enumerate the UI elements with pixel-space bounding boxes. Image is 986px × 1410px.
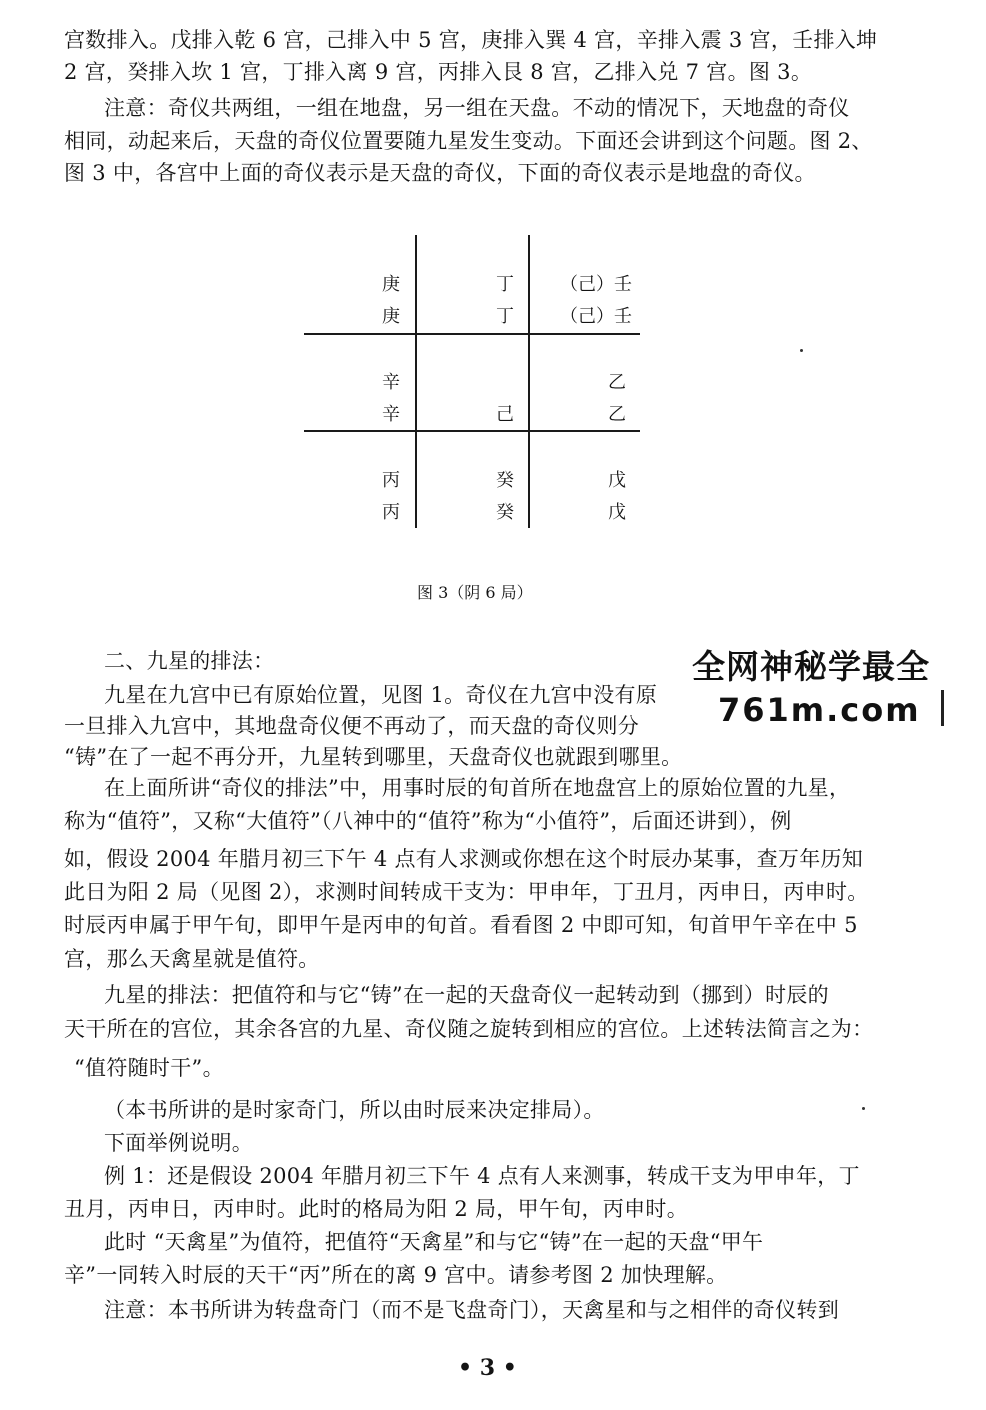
cell-r2c2-earth: 己 [496, 404, 514, 425]
paragraph-line: 九星在九宫中已有原始位置，见图 1。奇仪在九宫中没有原 [104, 683, 658, 707]
cell-r3c1-heaven: 丙 [382, 470, 400, 491]
cell-r3c1-earth: 丙 [382, 502, 400, 523]
paragraph-line: 辛”一同转入时辰的天干“丙”所在的离 9 宫中。请参考图 2 加快理解。 [64, 1263, 728, 1287]
cell-r1c1-earth: 庚 [382, 306, 400, 327]
grid-hline-bottom [304, 430, 640, 432]
cell-r3c2-heaven: 癸 [496, 470, 514, 491]
grid-vline-right [528, 235, 530, 528]
cell-r3c3-heaven: 戊 [608, 470, 626, 491]
watermark-bar [941, 690, 944, 726]
cell-r1c3-earth: （己）壬 [560, 306, 632, 327]
cell-r2c1-heaven: 辛 [382, 372, 400, 393]
cell-r1c2-heaven: 丁 [496, 274, 514, 295]
paragraph-line: 相同，动起来后，天盘的奇仪位置要随九星发生变动。下面还会讲到这个问题。图 2、 [64, 129, 873, 153]
paragraph-line: 此时 “天禽星”为值符，把值符“天禽星”和与它“铸”在一起的天盘“甲午 [104, 1230, 764, 1254]
paragraph-line: 例 1：还是假设 2004 年腊月初三下午 4 点有人来测事，转成干支为甲申年，丁 [104, 1164, 860, 1188]
paragraph-line: “铸”在了一起不再分开，九星转到哪里，天盘奇仪也就跟到哪里。 [64, 745, 683, 769]
page-number: • 3 • [458, 1355, 517, 1381]
paragraph-line: 一旦排入九宫中，其地盘奇仪便不再动了，而天盘的奇仪则分 [64, 714, 640, 738]
cell-r2c3-earth: 乙 [608, 404, 626, 425]
paragraph-line: 九星的排法：把值符和与它“铸”在一起的天盘奇仪一起转动到（挪到）时辰的 [104, 983, 829, 1007]
paragraph-line: 丑月，丙申日，丙申时。此时的格局为阳 2 局，甲午旬，丙申时。 [64, 1197, 689, 1221]
cell-r2c1-earth: 辛 [382, 404, 400, 425]
paragraph-line: 如，假设 2004 年腊月初三下午 4 点有人求测或你想在这个时辰办某事，查万年历知 [64, 847, 864, 871]
grid-vline-left [415, 235, 417, 528]
cell-r1c3-heaven: （己）壬 [560, 274, 632, 295]
paragraph-line: 在上面所讲“奇仪的排法”中，用事时辰的旬首所在地盘宫上的原始位置的九星， [104, 776, 851, 800]
paragraph-line: 图 3 中，各宫中上面的奇仪表示是天盘的奇仪，下面的奇仪表示是地盘的奇仪。 [64, 161, 816, 185]
scan-speck [862, 1107, 865, 1110]
paragraph-line: （本书所讲的是时家奇门，所以由时辰来决定排局）。 [104, 1098, 605, 1122]
paragraph-line: 2 宫，癸排入坎 1 宫，丁排入离 9 宫，丙排入艮 8 宫，乙排入兑 7 宫。图 3。 [64, 60, 813, 84]
section-heading: 二、九星的排法： [104, 649, 275, 673]
paragraph-line: 此日为阳 2 局（见图 2），求测时间转成干支为：甲申年，丁丑月，丙申日，丙申时。 [64, 880, 869, 904]
cell-r3c2-earth: 癸 [496, 502, 514, 523]
paragraph-line: 宫数排入。戊排入乾 6 宫，己排入中 5 宫，庚排入巽 4 宫，辛排入震 3 宫，壬排入坤 [64, 28, 878, 52]
figure-caption: 图 3（阴 6 局） [417, 583, 533, 602]
paragraph-line: 注意：本书所讲为转盘奇门（而不是飞盘奇门），天禽星和与之相伴的奇仪转到 [104, 1298, 839, 1322]
cell-r3c3-earth: 戊 [608, 502, 626, 523]
scan-speck [800, 349, 803, 352]
watermark-url: 761m.com [712, 691, 927, 729]
grid-hline-top [304, 333, 640, 335]
paragraph-line: “值符随时干”。 [74, 1056, 224, 1080]
cell-r1c1-heaven: 庚 [382, 274, 400, 295]
cell-r1c2-earth: 丁 [496, 306, 514, 327]
cell-r2c3-heaven: 乙 [608, 372, 626, 393]
paragraph-line: 下面举例说明。 [104, 1131, 254, 1155]
watermark-title: 全网神秘学最全 [688, 641, 934, 688]
paragraph-line: 宫，那么天禽星就是值符。 [64, 947, 320, 971]
paragraph-line: 天干所在的宫位，其余各宫的九星、奇仪随之旋转到相应的宫位。上述转法简言之为： [64, 1017, 874, 1041]
paragraph-line: 注意：奇仪共两组，一组在地盘，另一组在天盘。不动的情况下，天地盘的奇仪 [104, 96, 850, 120]
paragraph-line: 时辰丙申属于甲午旬，即甲午是丙申的旬首。看看图 2 中即可知，旬首甲午辛在中 5 [64, 913, 858, 937]
paragraph-line: 称为“值符”，又称“大值符”（八神中的“值符”称为“小值符”，后面还讲到），例 [64, 809, 792, 833]
